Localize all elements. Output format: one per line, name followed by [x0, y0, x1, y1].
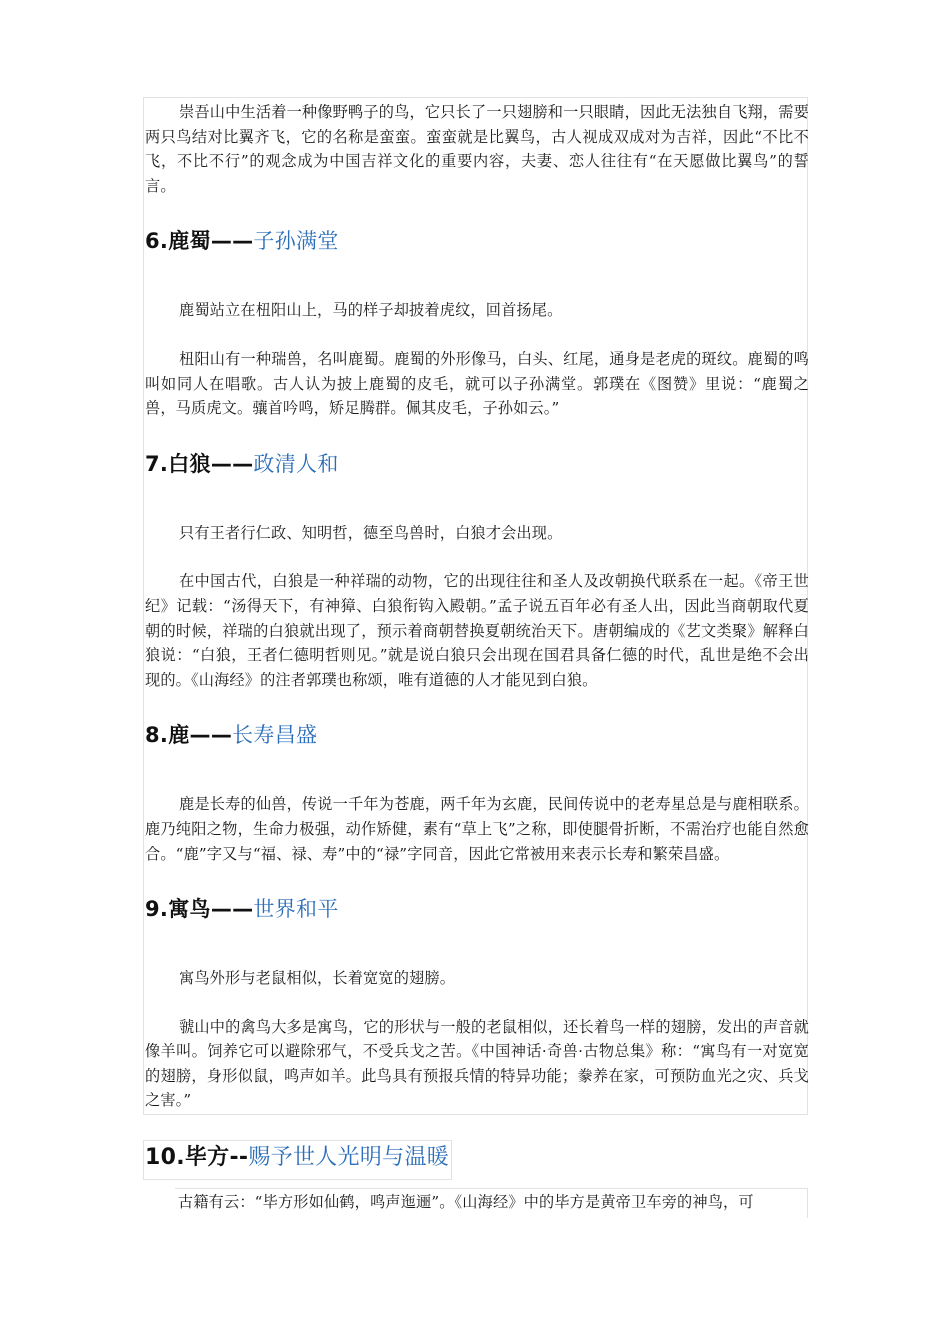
section-name: 鹿蜀 [168, 229, 211, 254]
section-dash: -- [229, 1145, 249, 1170]
section-subtitle: 世界和平 [253, 897, 339, 922]
section-9-paragraph-1: 寓鸟外形与老鼠相似，长着宽宽的翅膀。 [179, 969, 456, 988]
section-subtitle: 政清人和 [253, 451, 339, 476]
section-name: 鹿 [168, 723, 190, 748]
section-9-heading [145, 894, 809, 924]
section-7-heading [145, 449, 809, 479]
section-subtitle: 子孙满堂 [253, 229, 339, 254]
section-number: 8. [145, 723, 169, 748]
section-dash: —— [189, 723, 233, 748]
section-number: 10. [145, 1145, 185, 1170]
intro-paragraph: 崇吾山中生活着一种像野鸭子的鸟，它只长了一只翅膀和一只眼睛，因此无法独自飞翔，需要两只鸟结对比翼齐飞，它的名称是蛮蛮。蛮蛮就是比翼鸟，古人视成双成对为吉祥，因此“不比不飞，不比不行”的观念成为中国吉祥文化的重要内容，夫妻、恋人往往有“在天愿做比翼鸟”的誓言。 [145, 103, 809, 195]
section-number: 9. [145, 897, 169, 922]
section-6-heading [145, 226, 809, 256]
section-7-paragraph-1: 只有王者行仁政、知明哲，德至鸟兽时，白狼才会出现。 [179, 523, 563, 542]
section-dash: —— [210, 897, 254, 922]
section-name: 毕方 [184, 1145, 230, 1170]
section-dash: —— [210, 451, 254, 476]
section-8-paragraph-1: 鹿是长寿的仙兽，传说一千年为苍鹿，两千年为玄鹿，民间传说中的老寿星总是与鹿相联系。鹿乃纯阳之物，生命力极强，动作矫健，素有“草上飞”之称，即使腿骨折断，不需治疗也能自然愈合。“鹿”字又与“福、禄、寿”中的“禄”字同音，因此它常被用来表示长寿和繁荣昌盛。 [145, 795, 809, 863]
section-10-heading [145, 1143, 449, 1173]
section-6-paragraph-2: 杻阳山有一种瑞兽，名叫鹿蜀。鹿蜀的外形像马，白头、红尾，通身是老虎的斑纹。鹿蜀的鸣叫如同人在唱歌。古人认为披上鹿蜀的皮毛，就可以子孙满堂。郭璞在《图赞》里说：“鹿蜀之兽，马质虎文。骧首吟鸣，矫足腾群。佩其皮毛，子孙如云。” [145, 349, 809, 418]
document-content [145, 97, 809, 1113]
section-10-paragraph-1: 古籍有云：“毕方形如仙鹤，鸣声迤逦”。《山海经》中的毕方是黄帝卫车旁的神鸟，可 [178, 1193, 754, 1211]
section-9-paragraph-2: 虢山中的禽鸟大多是寓鸟，它的形状与一般的老鼠相似，还长着鸟一样的翅膀，发出的声音就像羊叫。饲养它可以避除邪气，不受兵戈之苦。《中国神话·奇兽·古物总集》称：“寓鸟有一对宽宽的翅膀，身形似鼠，鸣声如羊。此鸟具有预报兵情的特异功能；豢养在家，可预防血光之灾、兵戈之害。” [145, 1017, 809, 1110]
section-number: 7. [145, 451, 169, 476]
section-8-heading [145, 720, 809, 750]
section-dash: —— [210, 229, 254, 254]
section-name: 白狼 [168, 451, 211, 476]
section-6-paragraph-1: 鹿蜀站立在杻阳山上，马的样子却披着虎纹，回首扬尾。 [179, 301, 563, 320]
section-subtitle: 长寿昌盛 [232, 723, 318, 748]
section-subtitle: 赐予世人光明与温暖 [248, 1145, 450, 1170]
section-7-paragraph-2: 在中国古代，白狼是一种祥瑞的动物，它的出现往往和圣人及改朝换代联系在一起。《帝王世纪》记载：“汤得天下，有神獐、白狼衔钩入殿朝。”孟子说五百年必有圣人出，因此当商朝取代夏朝的时候，祥瑞的白狼就出现了，预示着商朝替换夏朝统治天下。唐朝编成的《艺文类聚》解释白狼说：“白狼，王者仁德明哲则见。”就是说白狼只会出现在国君具备仁德的时代，乱世是绝不会出现的。《山海经》的注者郭璞也称颂，唯有道德的人才能见到白狼。 [145, 572, 809, 689]
section-number: 6. [145, 229, 169, 254]
section-name: 寓鸟 [168, 897, 211, 922]
